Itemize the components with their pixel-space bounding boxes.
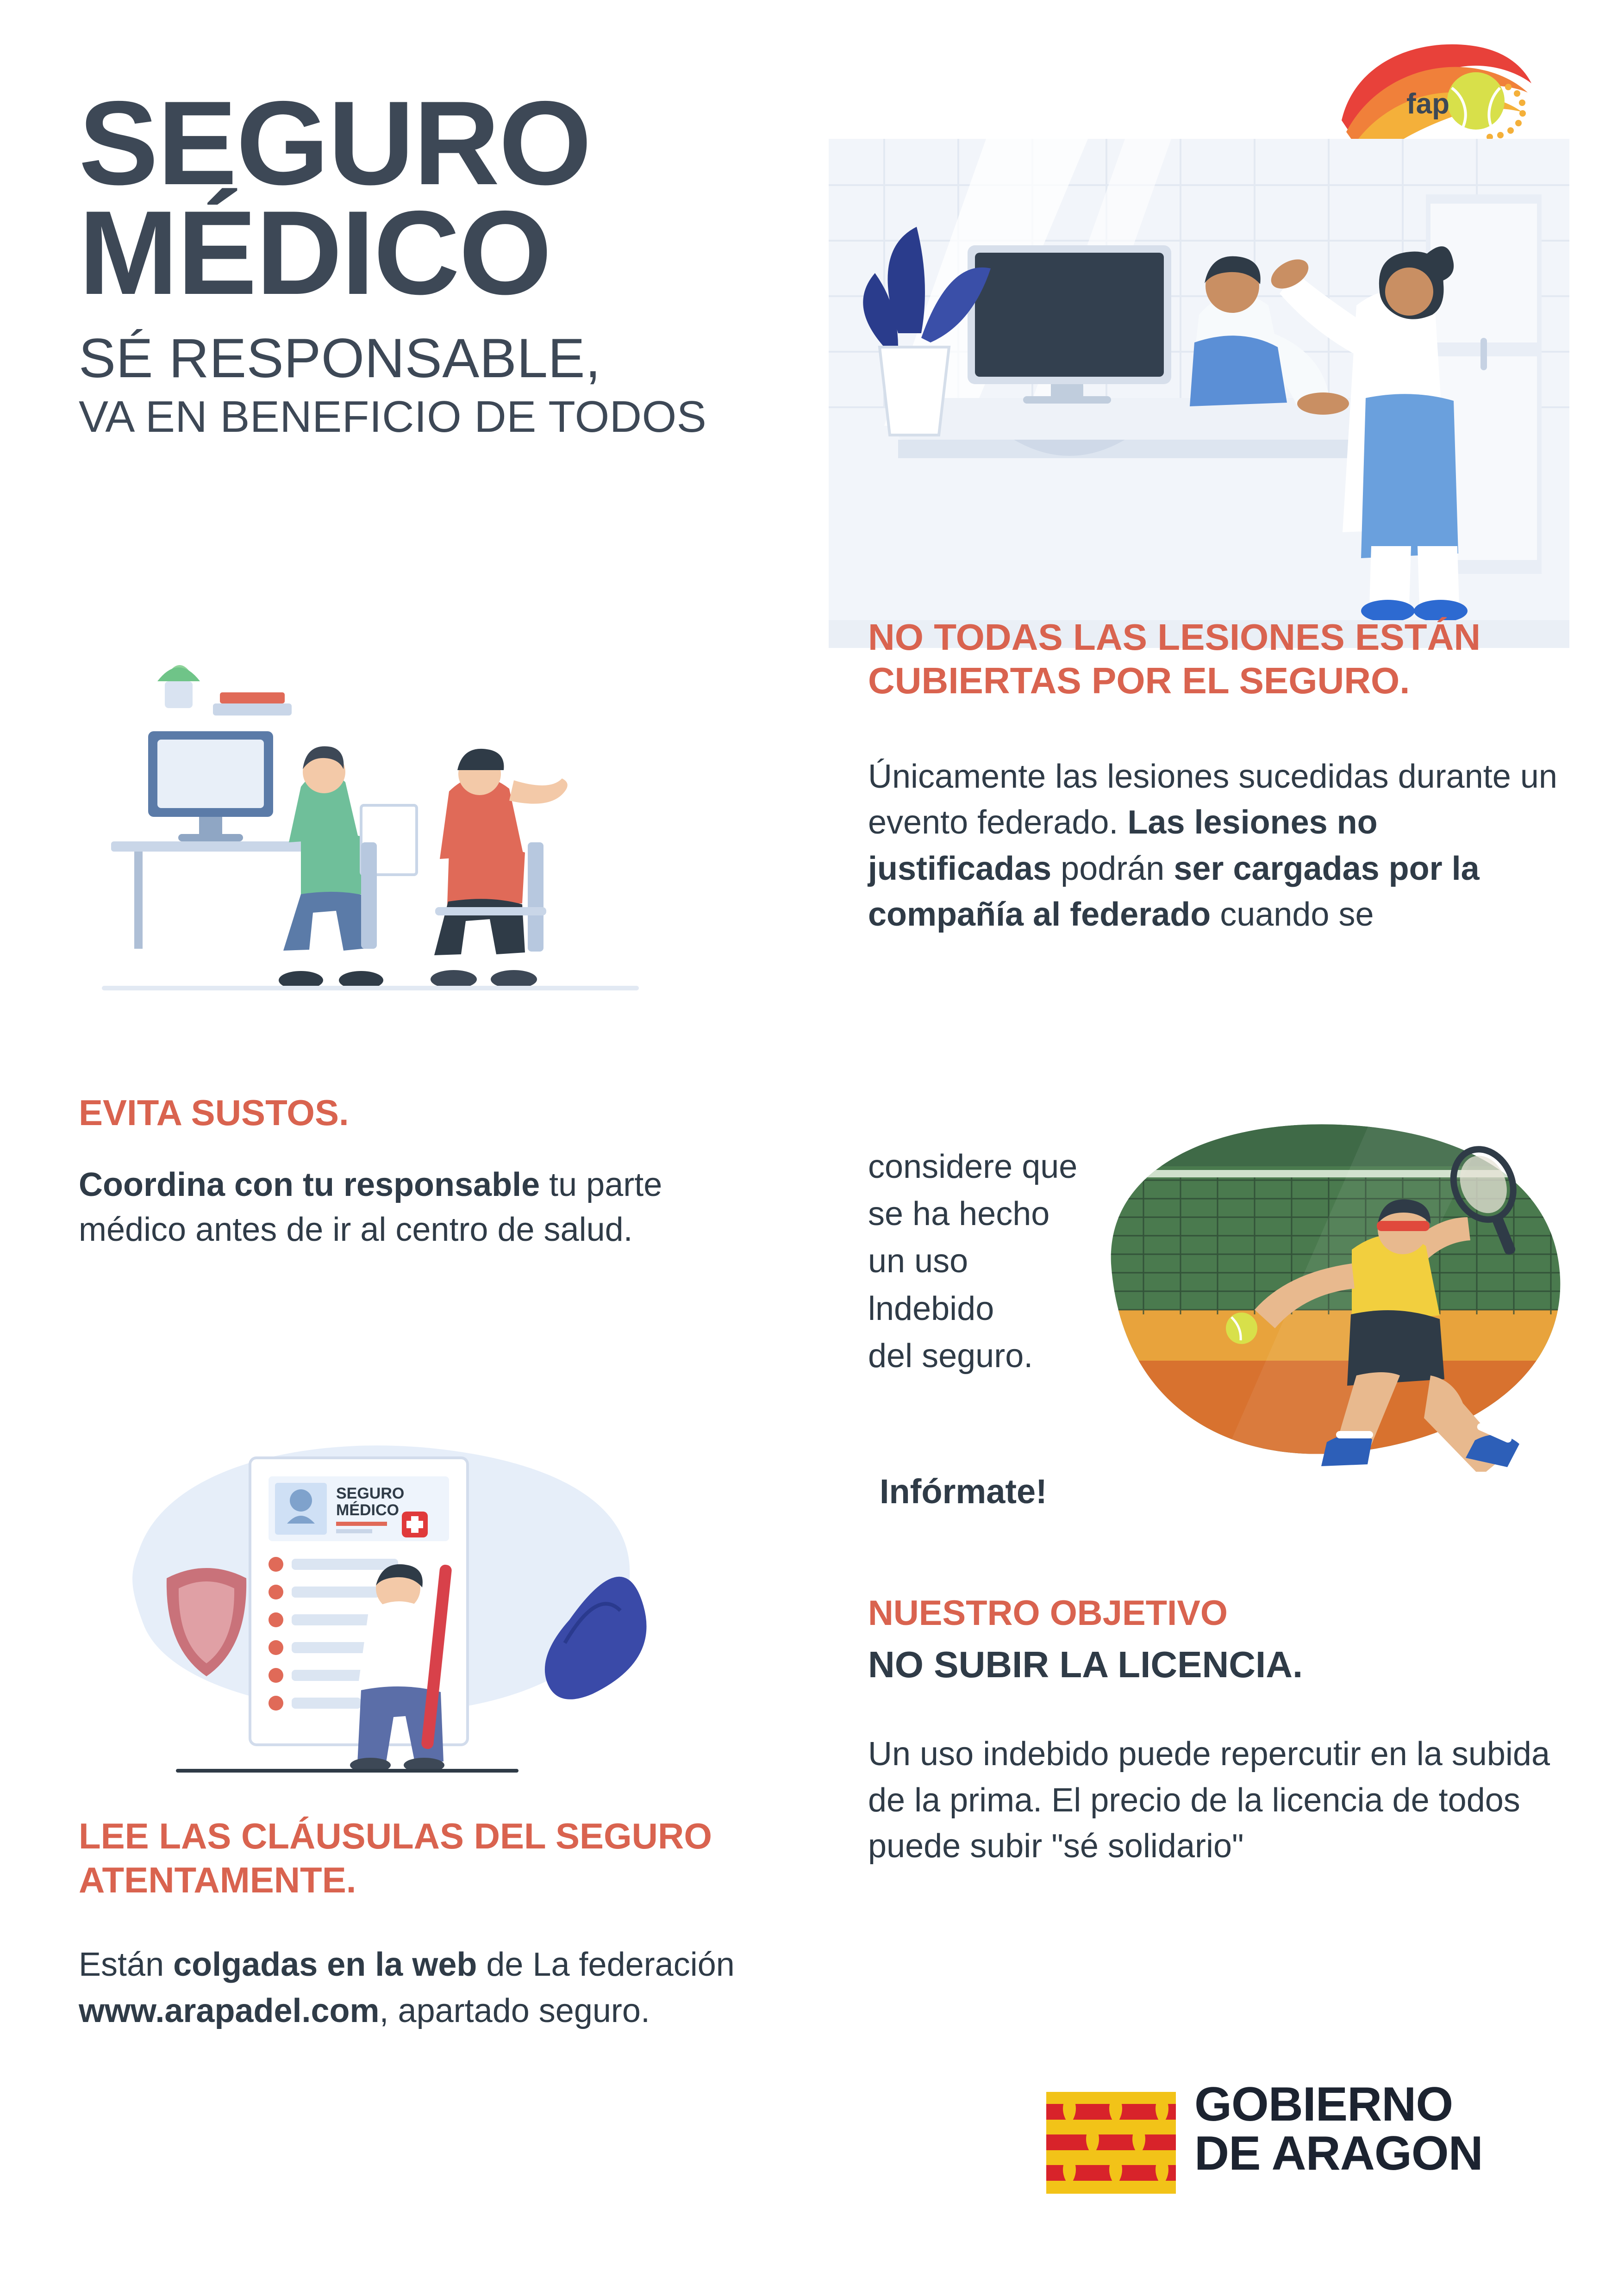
lesiones-body-bold2: ser cargadas por la compañía al federado: [868, 850, 1480, 933]
clausulas-body: [79, 1942, 755, 2034]
objetivo-body: Un uso indebido puede repercutir en la subida de la prima. El precio de la licencia de todos puede subir "sé solidario": [868, 1736, 1550, 1865]
card-title-line-1: SEGURO: [336, 1485, 405, 1502]
lesiones-flow-line-1: considere que: [868, 1148, 1078, 1185]
page-title: [79, 76, 759, 320]
objetivo-heading-red: NUESTRO OBJETIVO: [868, 1593, 1228, 1633]
lesiones-body-part2: podrán: [1051, 850, 1174, 887]
lesiones-flow-line-4: lndebido: [868, 1290, 994, 1327]
lesiones-flow-line-2: se ha hecho: [868, 1195, 1050, 1233]
gobierno-logo-line-2: DE ARAGON: [1194, 2127, 1483, 2181]
lesiones-body-part1: Únicamente las lesiones sucedidas durante un evento federado.: [868, 758, 1557, 841]
evita-sustos-heading: EVITA SUSTOS.: [79, 1092, 349, 1133]
title-line-2: MÉDICO: [79, 186, 551, 320]
evita-sustos-body-bold: Coordina con tu responsable: [79, 1166, 540, 1203]
lesiones-block: [868, 616, 1562, 938]
clausulas-body-part2: de La federación: [477, 1946, 735, 1984]
lesiones-flow-line-3: un uso: [868, 1243, 968, 1280]
gobierno-de-aragon-logo: [1042, 2073, 1542, 2212]
evita-sustos-block: [79, 1092, 741, 1252]
lesiones-body: [868, 754, 1562, 938]
lesiones-body-bold1: Las lesiones no justificadas: [868, 804, 1378, 887]
clausulas-website-link[interactable]: www.arapadel.com: [79, 1992, 380, 2029]
lesiones-heading: NO TODAS LAS LESIONES ESTÁN CUBIERTAS POR EL SEGURO.: [868, 616, 1481, 702]
objetivo-block: [868, 1592, 1562, 1869]
subtitle-primary: SÉ RESPONSABLE,: [79, 327, 601, 389]
lesiones-flow-line-5: del seguro.: [868, 1337, 1033, 1375]
evita-sustos-body-rest: tu parte médico antes de ir al centro de salud.: [79, 1166, 662, 1248]
evita-sustos-body: [79, 1163, 741, 1252]
title-line-1: SEGURO: [79, 76, 591, 210]
card-title-line-2: MÉDICO: [336, 1501, 399, 1519]
clausulas-block: [79, 1814, 755, 2034]
clausulas-body-bold1: colgadas en la web: [173, 1946, 477, 1984]
objetivo-heading-dark: NO SUBIR LA LICENCIA.: [868, 1644, 1303, 1686]
padel-player-illustration: [1079, 1111, 1574, 1472]
informate-callout: Infórmate!: [880, 1472, 1047, 1511]
gobierno-logo-text: [1194, 2078, 1483, 2181]
clausulas-body-part1: Están: [79, 1946, 174, 1984]
fap-logo-text: fap: [1406, 88, 1449, 120]
subtitle-secondary: VA EN BENEFICIO DE TODOS: [79, 392, 707, 442]
insurance-card-illustration: [111, 1425, 676, 1786]
clausulas-body-part3: , apartado seguro.: [379, 1992, 650, 2029]
title-block: [79, 76, 759, 442]
clausulas-heading: LEE LAS CLÁUSULAS DEL SEGURO ATENTAMENTE.: [79, 1816, 712, 1901]
consultation-illustration: [83, 648, 662, 1000]
gobierno-logo-line-1: GOBIERNO: [1194, 2078, 1453, 2131]
doctor-illustration: [829, 139, 1569, 648]
lesiones-body-part3: cuando se: [1211, 896, 1374, 933]
